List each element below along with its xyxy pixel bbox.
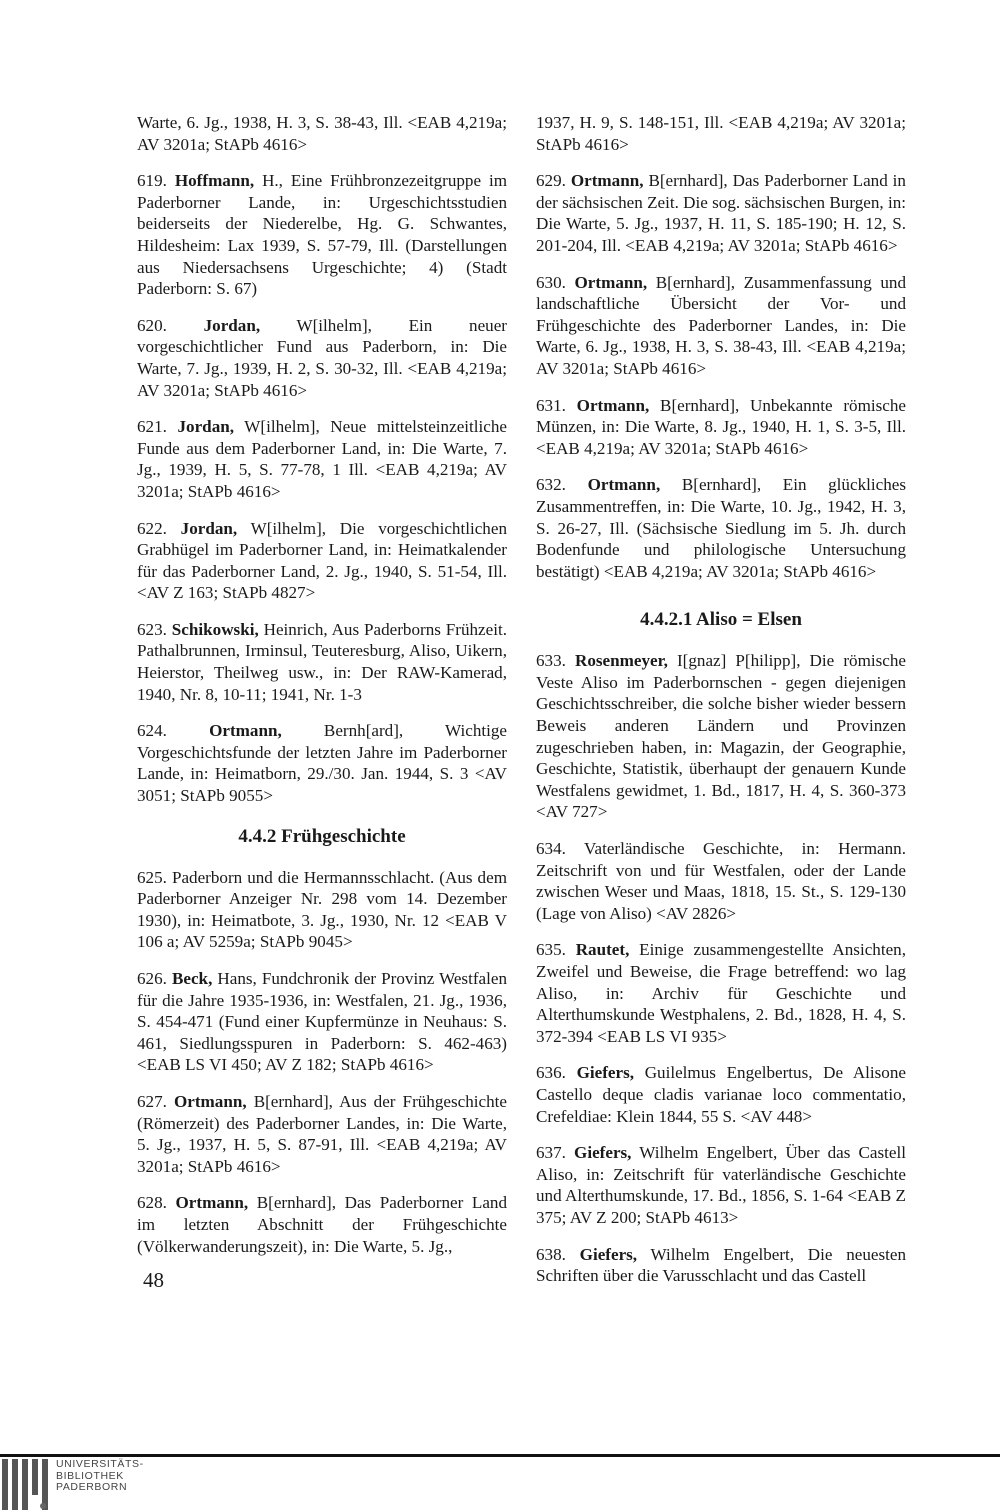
- bibliography-entry: [536, 112, 906, 155]
- bibliography-entry: [536, 272, 906, 380]
- entry-number: 628.: [137, 1193, 167, 1213]
- entry-number: 624.: [137, 721, 167, 741]
- entry-text: I[gnaz] P[hilipp], Die römische Veste Aliso im Paderbornschen - gegen diejenigen Geschichtsschreiber, die solche bisher wieder bessern Beweis anderen Ländern und Provinzen zugeschrieben haben, in: Magazin, der Geographie, Geschichte, Statistik, überhaupt der genauern Kunde Westfalens gewidmet, 1. Bd., 1817, H. 4, S. 360-373 <AV 727>: [536, 651, 906, 822]
- logo-text: [56, 1459, 144, 1494]
- bibliography-entry: [137, 416, 507, 502]
- entry-author: Beck,: [171, 969, 213, 988]
- entry-author: Ortmann,: [175, 1193, 249, 1213]
- entry-number: 629.: [536, 171, 566, 191]
- entry-text: Hans, Fundchronik der Provinz Westfalen für die Jahre 1935-1936, in: Westfalen, 21. Jg., 1936, S. 454-471 (Fund einer Kupfermünze in Neuhaus: S. 461, Siedlungsspuren in Paderborn: S. 462-463) <EAB LS VI 450; AV Z 182; StAPb 4616>: [137, 969, 507, 1075]
- entry-author: Ortmann,: [570, 171, 644, 191]
- entry-text: W[ilhelm], Ein neuer vorgeschichtlicher Fund aus Paderborn, in: Die Warte, 7. Jg., 1939, H. 2, S. 30-32, Ill. <EAB 4,219a; AV 3201a; StAPb 4616>: [137, 315, 507, 400]
- page-number: 48: [143, 1268, 164, 1292]
- bibliography-entry: [536, 838, 906, 924]
- entry-number: 627.: [137, 1091, 167, 1111]
- entry-author: Schikowski,: [171, 619, 259, 639]
- bibliography-entry: [536, 650, 906, 823]
- library-logo: [0, 1459, 144, 1510]
- entry-author: Ortmann,: [576, 395, 650, 415]
- entry-author: Giefers,: [579, 1244, 638, 1264]
- right-entries-2: [536, 650, 906, 1286]
- bibliography-entry: [536, 474, 906, 582]
- entry-text: B[ernhard], Aus der Frühgeschichte (Römerzeit) des Paderborner Landes, in: Die Warte, 5. Jg., 1937, H. 5, S. 87-91, Ill. <EAB 4,219a; AV 3201a; StAPb 4616>: [137, 1091, 507, 1176]
- entry-text: Heinrich, Aus Paderborns Frühzeit. Pathalbrunnen, Irminsul, Teuteresburg, Aliso, Uikern, Heierstor, Theilweg usw., in: Der RAW-Kamerad, 1940, Nr. 8, 10-11; 1941, Nr. 1-3: [137, 619, 507, 704]
- left-entries-2: [137, 867, 507, 1258]
- logo-line-2: BIBLIOTHEK: [56, 1469, 124, 1482]
- entry-text: B[ernhard], Das Paderborner Land im letzten Abschnitt der Frühgeschichte (Völkerwanderungszeit), in: Die Warte, 5. Jg.,: [137, 1193, 508, 1256]
- entry-text: Guilelmus Engelbertus, De Alisone Castello deque cladis varianae loco commentatio, Crefeldiae: Klein 1844, 55 S. <AV 448>: [536, 1063, 906, 1126]
- bibliography-entry: [137, 1192, 507, 1257]
- bibliography-entry: [536, 1244, 906, 1287]
- bibliography-entry: [137, 720, 507, 806]
- bibliography-entry: [137, 1091, 507, 1177]
- entry-text: W[ilhelm], Die vorgeschichtlichen Grabhügel im Paderborner Land, in: Heimatkalender für das Paderborner Land, 2. Jg., 1940, S. 51-54, Ill. <AV Z 163; StAPb 4827>: [137, 518, 507, 603]
- entry-text: Wilhelm Engelbert, Die neuesten Schriften über die Varusschlacht und das Castell: [536, 1244, 906, 1286]
- entry-number: 626.: [137, 969, 167, 988]
- entry-number: 623.: [137, 619, 167, 639]
- entry-text: B[ernhard], Das Paderborner Land in der sächsischen Zeit. Die sog. sächsischen Burgen, in: Die Warte, 5. Jg., 1937, H. 11, S. 185-190; H. 12, S. 201-204, Ill. <EAB 4,219a; AV 3201a; StAPb 4616>: [536, 171, 906, 255]
- bibliography-entry: [536, 1142, 906, 1228]
- entry-text: Bernh[ard], Wichtige Vorgeschichtsfunde der letzten Jahre im Paderborner Lande, in: Heimatborn, 29./30. Jan. 1944, S. 3 <AV 3051; StAPb 9055>: [137, 721, 507, 806]
- footer-divider: [0, 1454, 1000, 1457]
- entry-number: 625.: [137, 867, 167, 887]
- right-column: [536, 112, 906, 1302]
- entry-text: Paderborn und die Hermannsschlacht. (Aus dem Paderborner Anzeiger Nr. 298 vom 14. Dezember 1930), in: Heimatbote, 3. Jg., 1930, Nr. 12 <EAB V 106 a; AV 5259a; StAPb 9045>: [137, 867, 507, 952]
- entry-author: Ortmann,: [209, 721, 282, 741]
- section-heading-aliso: 4.4.2.1 Aliso = Elsen: [640, 609, 802, 631]
- entry-number: 632.: [536, 475, 566, 495]
- entry-text: Warte, 6. Jg., 1938, H. 3, S. 38-43, Ill. <EAB 4,219a; AV 3201a; StAPb 4616>: [137, 113, 507, 154]
- bibliography-entry: [137, 867, 507, 953]
- entry-author: Ortmann,: [574, 272, 648, 292]
- entry-number: 622.: [137, 518, 167, 538]
- right-entries: [536, 112, 906, 582]
- entry-author: Hoffmann,: [174, 171, 255, 191]
- bibliography-entry: [536, 939, 906, 1047]
- bibliography-entry: [137, 968, 507, 1076]
- bibliography-entry: [137, 619, 507, 705]
- bibliography-entry: [137, 170, 507, 300]
- entry-number: 631.: [536, 395, 566, 415]
- entry-author: Rautet,: [575, 940, 630, 960]
- entry-text: Wilhelm Engelbert, Über das Castell Aliso, in: Zeitschrift für vaterländische Geschichte und Alterthumskunde, 17. Bd., 1856, S. 1-64 <EAB Z 375; AV Z 200; StAPb 4613>: [536, 1143, 906, 1227]
- entry-author: Jordan,: [180, 518, 238, 538]
- entry-text: B[ernhard], Ein glückliches Zusammentreffen, in: Die Warte, 10. Jg., 1942, H. 3, S. 26-27, Ill. (Sächsische Siedlung im 5. Jh. durch Bodenfunde und philologische Untersuchung bestätigt) <EAB 4,219a; AV 3201a; StAPb 4616>: [536, 475, 906, 581]
- logo-line-3: PADERBORN: [56, 1481, 128, 1493]
- entry-number: 635.: [536, 940, 566, 960]
- logo-line-1: UNIVERSITÄTS-: [56, 1458, 144, 1470]
- entry-number: 620.: [137, 315, 167, 335]
- entry-text: 1937, H. 9, S. 148-151, Ill. <EAB 4,219a; AV 3201a; StAPb 4616>: [536, 113, 906, 154]
- section-heading-fruehgeschichte: 4.4.2 Frühgeschichte: [238, 825, 406, 847]
- entry-author: Giefers,: [574, 1143, 632, 1163]
- entry-number: 619.: [137, 171, 167, 191]
- bibliography-entry: [536, 1062, 906, 1127]
- entry-text: W[ilhelm], Neue mittelsteinzeitliche Funde aus dem Paderborner Land, in: Die Warte, 7. Jg., 1939, H. 5, S. 77-78, 1 Ill. <EAB 4,219a; AV 3201a; StAPb 4616>: [137, 417, 507, 501]
- bibliography-entry: [536, 170, 906, 256]
- entry-number: 634.: [536, 839, 566, 859]
- entry-author: Rosenmeyer,: [575, 651, 668, 671]
- bibliography-entry: [536, 395, 906, 460]
- left-entries: [137, 112, 507, 807]
- entry-author: Ortmann,: [173, 1091, 247, 1111]
- entry-number: 636.: [536, 1063, 566, 1083]
- entry-text: B[ernhard], Zusammenfassung und landschaftliche Übersicht der Vor- und Frühgeschichte des Paderborner Landes, in: Die Warte, 6. Jg., 1938, H. 3, S. 38-43, Ill. <EAB 4,219a; AV 3201a; StAPb 4616>: [536, 272, 906, 378]
- entry-number: 633.: [536, 651, 566, 671]
- entry-text: B[ernhard], Unbekannte römische Münzen, in: Die Warte, 8. Jg., 1940, H. 1, S. 3-5, Ill. <EAB 4,219a; AV 3201a; StAPb 4616>: [536, 395, 906, 458]
- entry-number: 637.: [536, 1143, 566, 1163]
- entry-author: Jordan,: [177, 417, 235, 437]
- bibliography-entry: [137, 112, 507, 155]
- left-column: [137, 112, 507, 1272]
- entry-text: Einige zusammengestellte Ansichten, Zweifel und Beweise, die Frage betreffend: wo lag Aliso, in: Archiv für Geschichte und Alterthumskunde Westphalens, 2. Bd., 1828, H. 4, S. 372-394 <EAB LS VI 935>: [536, 940, 906, 1046]
- logo-dot-icon: [40, 1503, 46, 1509]
- entry-number: 638.: [536, 1244, 566, 1264]
- entry-author: Giefers,: [576, 1063, 635, 1083]
- bibliography-entry: [137, 315, 507, 401]
- entry-text: H., Eine Frühbronzezeitgruppe im Paderborner Lande, in: Urgeschichtsstudien beiderseits der Niederelbe, Hg. G. Schwantes, Hildesheim: Lax 1939, S. 57-79, Ill. (Darstellungen aus Niedersachsens Urgeschichte; 4) (Stadt Paderborn: S. 67): [137, 171, 508, 299]
- entry-number: 621.: [137, 417, 167, 437]
- bibliography-entry: [137, 518, 507, 604]
- entry-author: Jordan,: [203, 315, 261, 335]
- entry-text: Vaterländische Geschichte, in: Hermann. Zeitschrift von und für Westfalen, oder der Lande zwischen Weser und Maas, 1818, 15. St., S. 129-130 (Lage von Aliso) <AV 2826>: [536, 839, 906, 923]
- entry-author: Ortmann,: [587, 475, 661, 495]
- entry-number: 630.: [536, 272, 566, 292]
